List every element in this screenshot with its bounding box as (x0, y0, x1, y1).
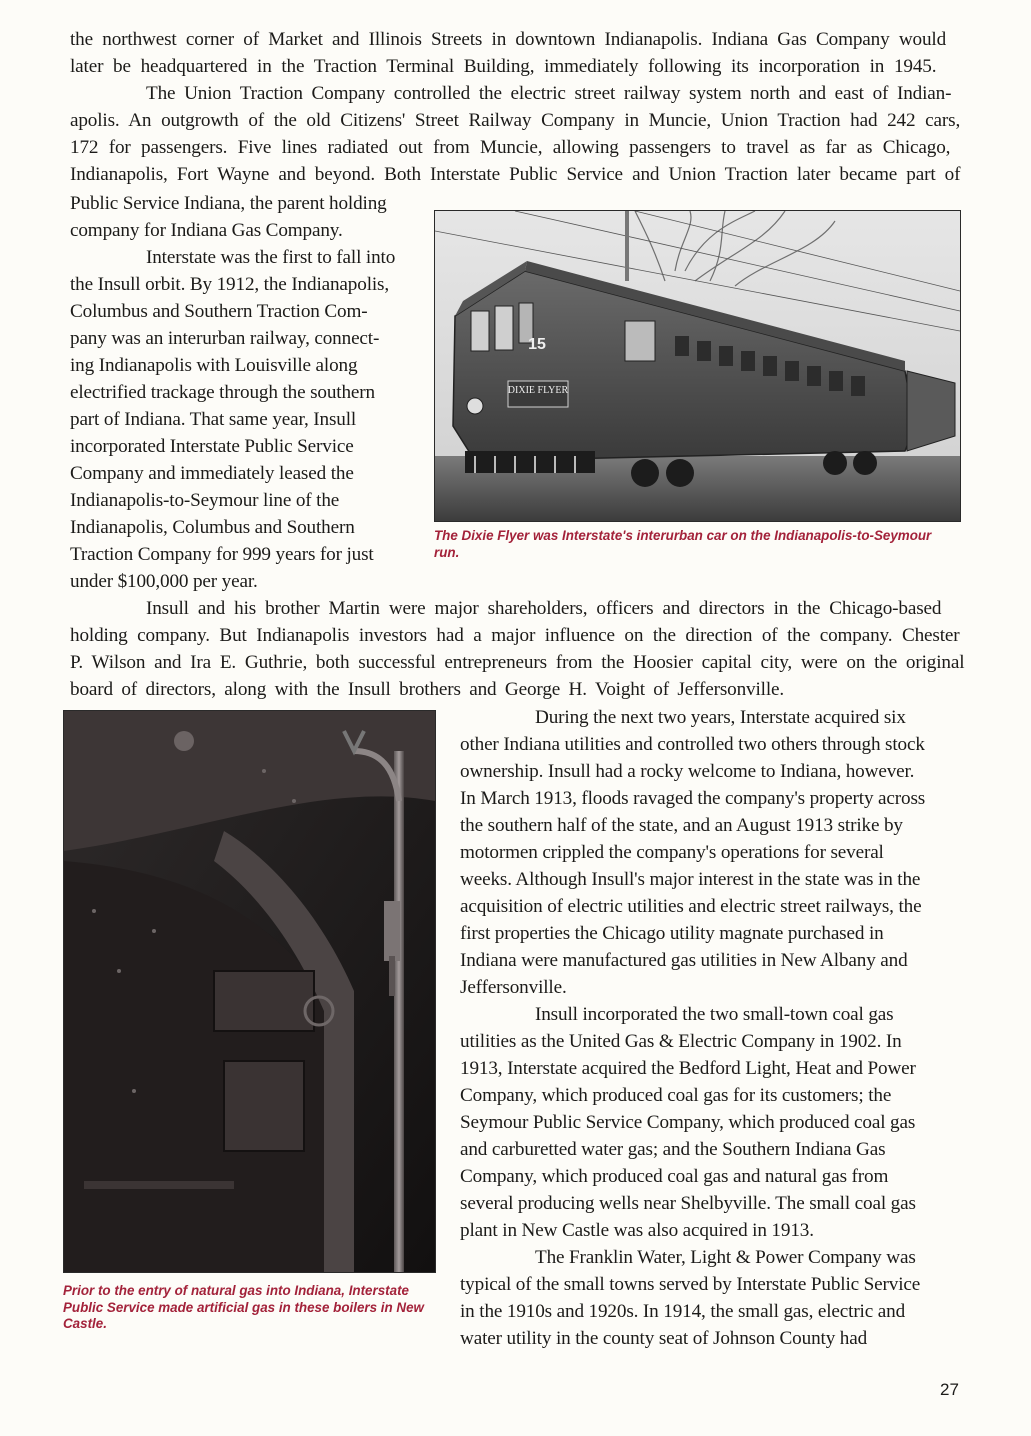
text-line: electrified trackage through the southern (70, 382, 375, 403)
text-line: Columbus and Southern Traction Com- (70, 301, 368, 322)
text-line: in the 1910s and 1920s. In 1914, the small gas, electric and (460, 1301, 906, 1322)
text-line: The Franklin Water, Light & Power Company was (535, 1247, 916, 1268)
text-line: acquisition of electric utilities and electric street railways, the (460, 896, 922, 917)
text-line: ownership. Insull had a rocky welcome to Indiana, however. (460, 761, 915, 782)
text-line: Seymour Public Service Company, which produced coal gas (460, 1112, 916, 1133)
text-line: Indianapolis-to-Seymour line of the (70, 490, 340, 511)
text-line: During the next two years, Interstate acquired six (535, 707, 906, 728)
text-line: holding company. But Indianapolis investors had a major influence on the direction of the company. Chester (70, 625, 960, 646)
text-line: Company and immediately leased the (70, 463, 354, 484)
dixie-flyer-caption: The Dixie Flyer was Interstate's interurban car on the Indianapolis-to-Seymour run. (434, 528, 932, 560)
text-line: 172 for passengers. Five lines radiated out from Muncie, allowing passengers to travel as far as Chicago, (70, 137, 951, 158)
dixie-flyer-photo (434, 210, 961, 522)
text-line: ing Indianapolis with Louisville along (70, 355, 358, 376)
text-line: Indiana were manufactured gas utilities in New Albany and (460, 950, 908, 971)
text-line: The Union Traction Company controlled the electric street railway system north and east of Indian- (146, 83, 952, 104)
car-number: 15 (528, 336, 546, 353)
text-line: other Indiana utilities and controlled two others through stock (460, 734, 925, 755)
text-line: pany was an interurban railway, connect- (70, 328, 380, 349)
text-line: weeks. Although Insull's major interest in the state was in the (460, 869, 921, 890)
text-line: plant in New Castle was also acquired in 1913. (460, 1220, 814, 1241)
text-line: Indianapolis, Columbus and Southern (70, 517, 355, 538)
dixie-flyer-sign: DIXIE FLYER (507, 385, 569, 396)
text-line: Public Service Indiana, the parent holding (70, 193, 387, 214)
text-line: apolis. An outgrowth of the old Citizens' Street Railway Company in Muncie, Union Traction had 242 cars, (70, 110, 961, 131)
text-line: the Insull orbit. By 1912, the Indianapolis, (70, 274, 390, 295)
text-line: the northwest corner of Market and Illinois Streets in downtown Indianapolis. Indiana Gas Company would (70, 29, 947, 50)
text-line: company for Indiana Gas Company. (70, 220, 343, 241)
text-line: In March 1913, floods ravaged the company's property across (460, 788, 926, 809)
boilers-photo (63, 710, 436, 1273)
text-line: Jeffersonville. (460, 977, 567, 998)
boilers-caption: Prior to the entry of natural gas into Indiana, Interstate Public Service made artificial gas in these boilers in New Castle. (63, 1283, 424, 1331)
page-number: 27 (940, 1380, 959, 1399)
text-line: typical of the small towns served by Interstate Public Service (460, 1274, 921, 1295)
text-line: part of Indiana. That same year, Insull (70, 409, 357, 430)
dixie-flyer-illustration (435, 211, 960, 521)
text-line: Insull incorporated the two small-town coal gas (535, 1004, 894, 1025)
text-line: Indianapolis, Fort Wayne and beyond. Both Interstate Public Service and Union Traction later became part of (70, 164, 961, 185)
text-line: several producing wells near Shelbyville. The small coal gas (460, 1193, 916, 1214)
text-line: 1913, Interstate acquired the Bedford Light, Heat and Power (460, 1058, 916, 1079)
text-line: under $100,000 per year. (70, 571, 258, 592)
text-line: board of directors, along with the Insull brothers and George H. Voight of Jeffersonville. (70, 679, 785, 700)
text-line: motormen crippled the company's operations for several (460, 842, 884, 863)
text-line: Company, which produced coal gas for its customers; the (460, 1085, 892, 1106)
text-line: water utility in the county seat of Johnson County had (460, 1328, 868, 1349)
text-line: utilities as the United Gas & Electric Company in 1902. In (460, 1031, 902, 1052)
text-line: Interstate was the first to fall into (146, 247, 396, 268)
boilers-illustration (64, 711, 435, 1272)
text-line: the southern half of the state, and an August 1913 strike by (460, 815, 903, 836)
text-line: Company, which produced coal gas and natural gas from (460, 1166, 889, 1187)
text-line: incorporated Interstate Public Service (70, 436, 354, 457)
text-line: Insull and his brother Martin were major shareholders, officers and directors in the Chicago-based (146, 598, 942, 619)
text-line: P. Wilson and Ira E. Guthrie, both successful entrepreneurs from the Hoosier capital city, were on the original (70, 652, 965, 673)
text-line: first properties the Chicago utility magnate purchased in (460, 923, 884, 944)
text-line: Traction Company for 999 years for just (70, 544, 374, 565)
text-line: later be headquartered in the Traction Terminal Building, immediately following its incorporation in 1945. (70, 56, 937, 77)
text-line: and carburetted water gas; and the Southern Indiana Gas (460, 1139, 886, 1160)
